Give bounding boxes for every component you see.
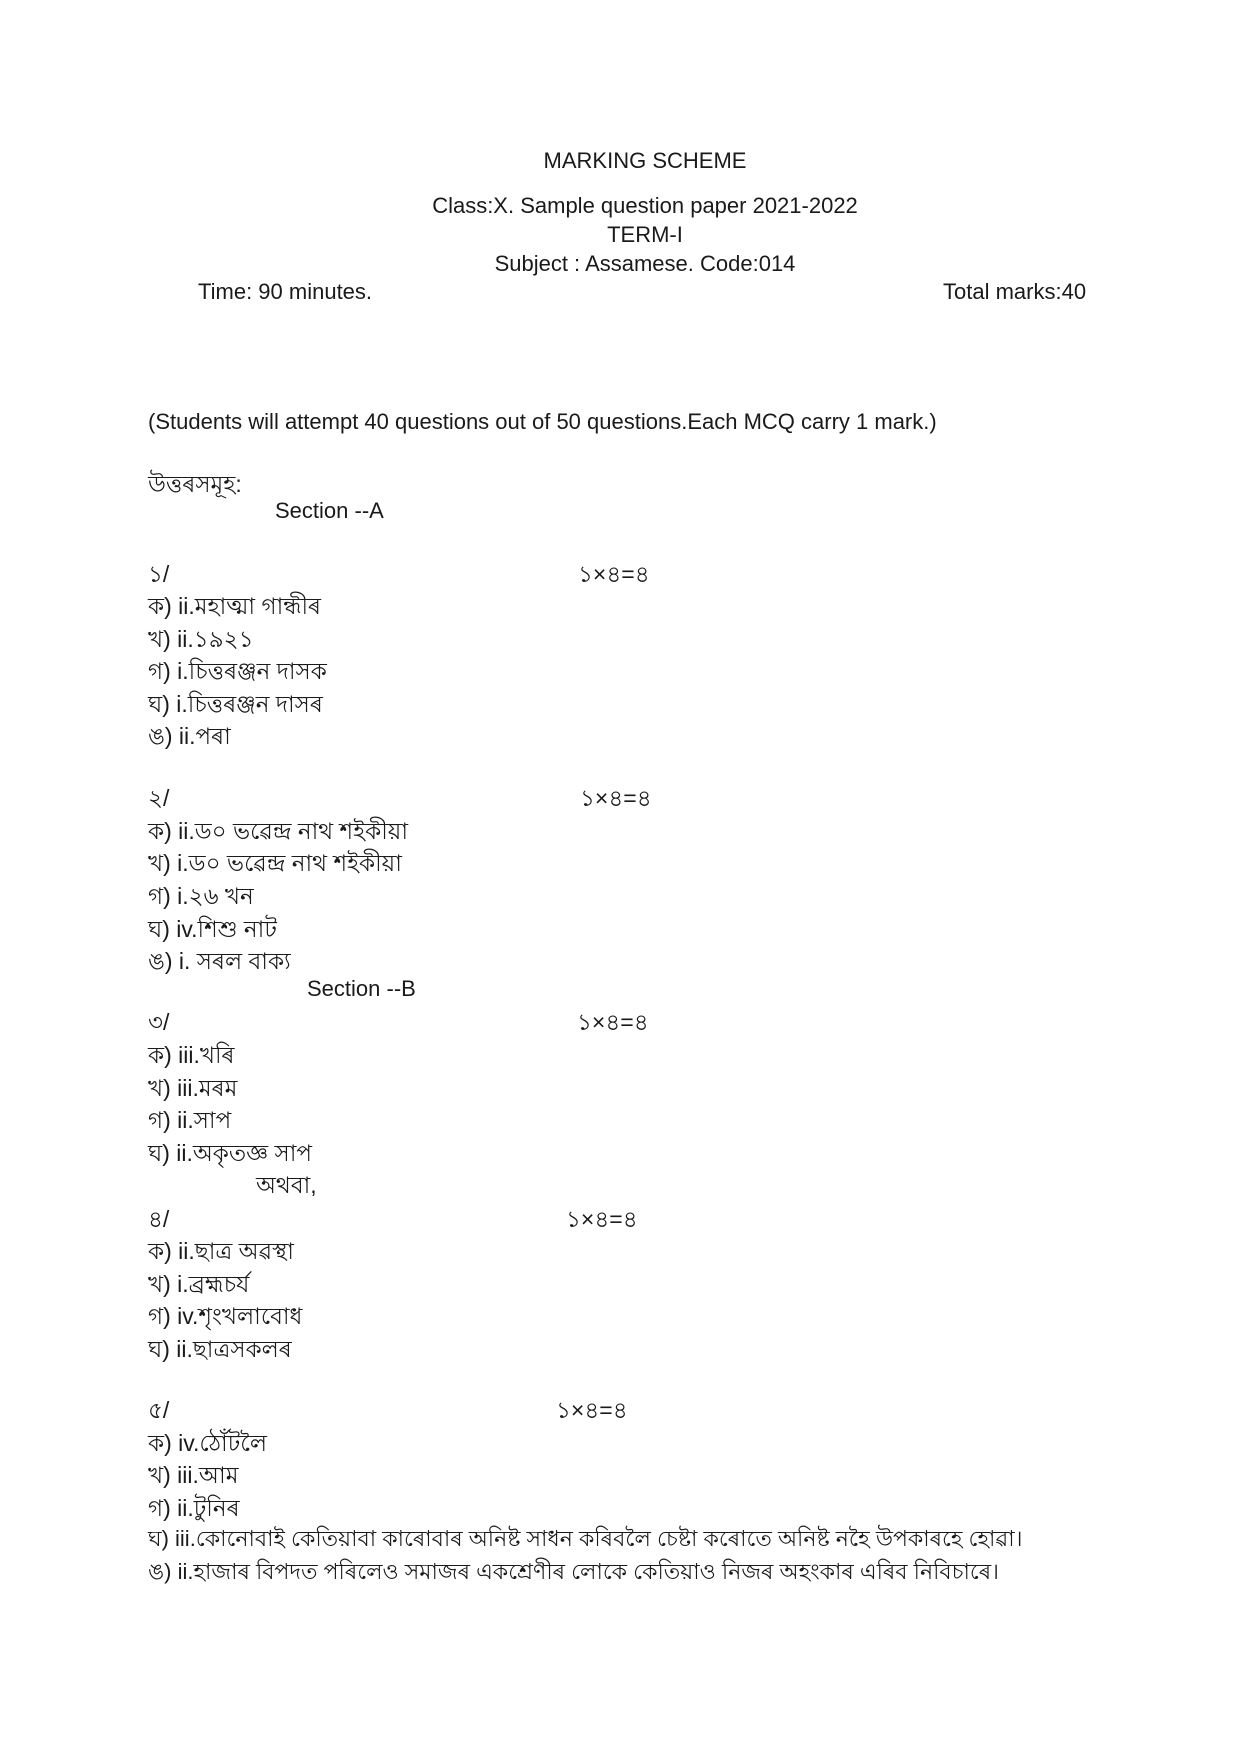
answers-heading: উত্তৰসমূহ: (148, 471, 242, 497)
document-title: MARKING SCHEME (543, 148, 747, 173)
q5-answer-b: খ) iii.আম (148, 1462, 239, 1488)
subject-line: Subject : Assamese. Code:014 (494, 251, 796, 276)
q3-answer-a: ক) iii.খৰি (148, 1042, 235, 1068)
q1-answer-c: গ) i.চিত্তৰঞ্জন দাসক (148, 658, 327, 684)
time-label: Time: 90 minutes. (198, 279, 373, 304)
q3-number: ৩/ (148, 1009, 170, 1035)
q4-marks: ১×৪=৪ (566, 1206, 638, 1232)
q4-answer-d: ঘ) ii.ছাত্রসকলৰ (148, 1336, 292, 1362)
class-line: Class:X. Sample question paper 2021-2022 (432, 193, 858, 218)
q3-or-label: অথবা, (256, 1172, 317, 1198)
q2-answer-d: ঘ) iv.শিশু নাট (148, 916, 277, 942)
q5-answer-c: গ) ii.টুনিৰ (148, 1495, 240, 1521)
q2-marks: ১×৪=৪ (580, 785, 652, 811)
q4-answer-b: খ) i.ব্রহ্মচৰ্য (148, 1271, 250, 1297)
q2-number: ২/ (148, 785, 170, 811)
q1-marks: ১×৪=৪ (578, 561, 650, 587)
q3-answer-b: খ) iii.মৰম (148, 1075, 238, 1101)
q2-answer-b: খ) i.ড০ ভৱেন্দ্র নাথ শইকীয়া (148, 850, 402, 876)
q4-number: ৪/ (148, 1206, 170, 1232)
q4-answer-a: ক) ii.ছাত্র অৱস্থা (148, 1238, 294, 1264)
section-b-heading: Section --B (307, 976, 416, 1001)
q5-answer-e: ঙ) ii.হাজাৰ বিপদত পৰিলেও সমাজৰ একশ্রেণীৰ লোকে কেতিয়াও নিজৰ অহংকাৰ এৰিব নিবিচাৰে। (148, 1559, 999, 1584)
q3-answer-c: গ) ii.সাপ (148, 1107, 232, 1133)
q4-answer-c: গ) iv.শৃংখলাবোধ (148, 1303, 303, 1329)
q1-answer-b: খ) ii.১৯২১ (148, 626, 254, 652)
q1-number: ১/ (148, 561, 170, 587)
q3-answer-d: ঘ) ii.অকৃতজ্ঞ সাপ (148, 1140, 313, 1166)
q2-answer-a: ক) ii.ড০ ভৱেন্দ্র নাথ শইকীয়া (148, 818, 408, 844)
section-a-heading: Section --A (275, 498, 384, 523)
total-marks-label: Total marks:40 (943, 279, 1087, 304)
q3-marks: ১×৪=৪ (577, 1009, 649, 1035)
q1-answer-d: ঘ) i.চিত্তৰঞ্জন দাসৰ (148, 691, 323, 717)
instructions: (Students will attempt 40 questions out of 50 questions.Each MCQ carry 1 mark.) (148, 409, 937, 434)
term-line: TERM-I (607, 222, 683, 247)
q1-answer-a: ক) ii.মহাত্মা গান্ধীৰ (148, 593, 321, 619)
q2-answer-c: গ) i.২৬ খন (148, 883, 254, 909)
q1-answer-e: ঙ) ii.পৰা (148, 723, 231, 749)
q5-marks: ১×৪=৪ (556, 1397, 628, 1423)
q5-number: ৫/ (148, 1397, 170, 1423)
q2-answer-e: ঙ) i. সৰল বাক্য (148, 948, 291, 974)
q5-answer-a: ক) iv.ঠোঁটলৈ (148, 1430, 268, 1456)
q5-answer-d: ঘ) iii.কোনোবাই কেতিয়াবা কাৰোবাৰ অনিষ্ট সাধন কৰিবলৈ চেষ্টা কৰোতে অনিষ্ট নহৈ উপকাৰহে হোৱা। (148, 1526, 1023, 1551)
